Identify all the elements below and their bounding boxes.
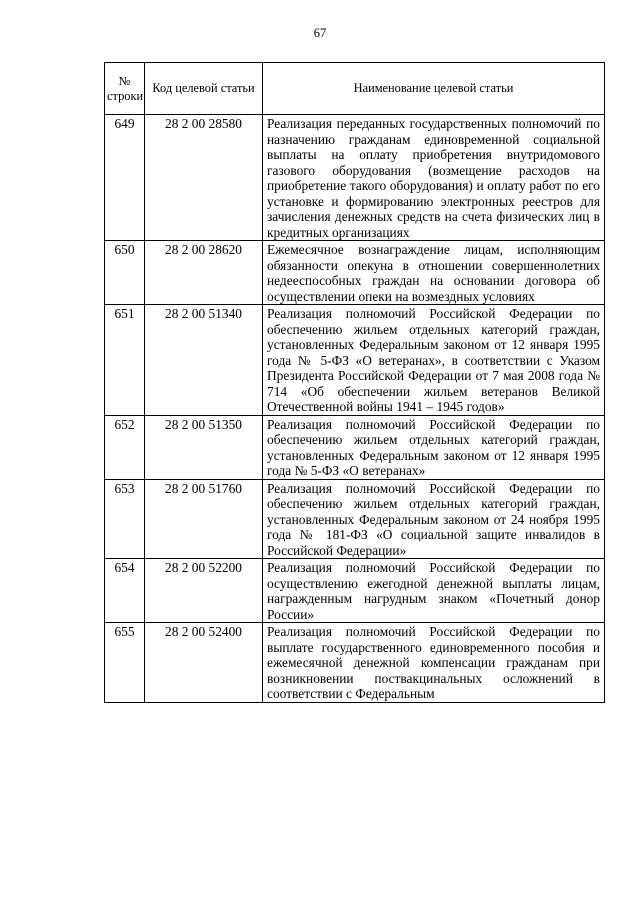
page-number: 67 xyxy=(313,26,327,40)
target-name: Реализация полномочий Российской Федерации по осуществлению ежегодной денежной выплаты лицам, награжденным нагрудным знаком «Почетный донор России» xyxy=(263,559,605,623)
target-code: 28 2 00 51350 xyxy=(145,415,263,479)
table-row xyxy=(105,415,605,479)
target-name: Ежемесячное вознаграждение лицам, исполняющим обязанности опекуна в отношении совершеннолетних недееспособных граждан на основании договора об осуществлении опеки на возмездных условиях xyxy=(263,241,605,305)
target-code: 28 2 00 52200 xyxy=(145,559,263,623)
row-number: 650 xyxy=(105,241,145,305)
row-number: 652 xyxy=(105,415,145,479)
target-code: 28 2 00 51760 xyxy=(145,479,263,559)
table-row xyxy=(105,305,605,416)
table-header-row xyxy=(105,63,605,115)
target-code: 28 2 00 28580 xyxy=(145,115,263,241)
header-target-code: Код целевой статьи xyxy=(145,63,263,115)
row-number: 654 xyxy=(105,559,145,623)
target-code: 28 2 00 51340 xyxy=(145,305,263,416)
row-number: 651 xyxy=(105,305,145,416)
table-row xyxy=(105,115,605,241)
header-row-number: № строки xyxy=(105,63,145,115)
header-target-name: Наименование целевой статьи xyxy=(263,63,605,115)
target-name: Реализация полномочий Российской Федерации по обеспечению жильем отдельных категорий граждан, установленных Федеральным законом от 12 января 1995 года № 5-ФЗ «О ветеранах», в соответствии с Указом Президента Российской Федерации от 7 мая 2008 года № 714 «Об обеспечении жильем ветеранов Великой Отечественной войны 1941 – 1945 годов» xyxy=(263,305,605,416)
table-row xyxy=(105,241,605,305)
table-row xyxy=(105,559,605,623)
target-name: Реализация полномочий Российской Федерации по выплате государственного единовременного пособия и ежемесячной денежной компенсации гражданам при возникновении поствакцинальных осложнений в соответствии с Федеральным xyxy=(263,623,605,703)
row-number: 649 xyxy=(105,115,145,241)
target-code: 28 2 00 28620 xyxy=(145,241,263,305)
table-row xyxy=(105,479,605,559)
row-number: 653 xyxy=(105,479,145,559)
target-items-table xyxy=(104,62,605,703)
target-code: 28 2 00 52400 xyxy=(145,623,263,703)
row-number: 655 xyxy=(105,623,145,703)
target-name: Реализация полномочий Российской Федерации по обеспечению жильем отдельных категорий граждан, установленных Федеральным законом от 12 января 1995 года № 5-ФЗ «О ветеранах» xyxy=(263,415,605,479)
target-name: Реализация переданных государственных полномочий по назначению гражданам единовременной социальной выплаты на оплату приобретения внутридомового газового оборудования (возмещение расходов на приобретение такого оборудования) и оплату работ по его установке и формированию электронных реестров для зачисления денежных средств на счета физических лиц в кредитных организациях xyxy=(263,115,605,241)
table-row xyxy=(105,623,605,703)
target-name: Реализация полномочий Российской Федерации по обеспечению жильем отдельных категорий граждан, установленных Федеральным законом от 24 ноября 1995 года № 181-ФЗ «О социальной защите инвалидов в Российской Федерации» xyxy=(263,479,605,559)
